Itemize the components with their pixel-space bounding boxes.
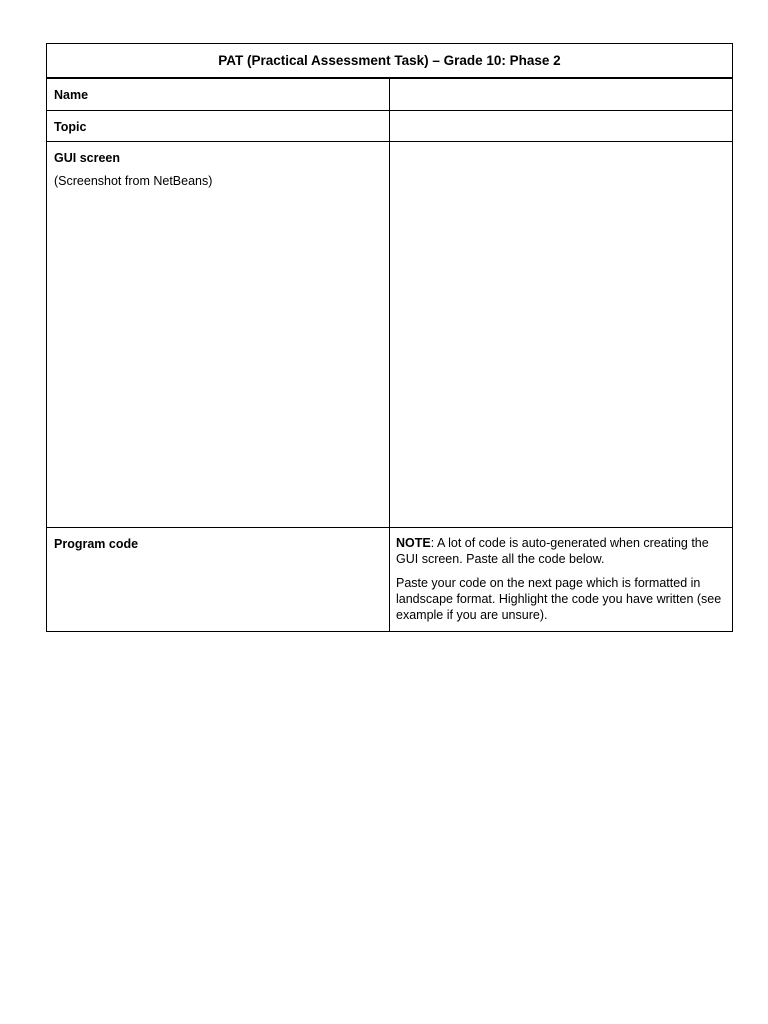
note-paragraph: [396, 535, 726, 567]
gui-screen-label: GUI screen: [54, 150, 121, 165]
note-text: : A lot of code is auto-generated when creating the GUI screen. Paste all the code below.: [396, 535, 709, 566]
name-label: Name: [47, 78, 390, 110]
gui-screen-label-cell: [47, 141, 390, 527]
title-row: [47, 44, 733, 79]
name-row: [47, 78, 733, 110]
topic-field[interactable]: [390, 110, 733, 141]
gui-screenshot-area[interactable]: [390, 141, 733, 527]
program-code-area[interactable]: [390, 527, 733, 631]
name-field[interactable]: [390, 78, 733, 110]
program-code-label: Program code: [47, 527, 390, 631]
note-prefix: NOTE: [396, 535, 431, 550]
topic-label: Topic: [47, 110, 390, 141]
topic-row: [47, 110, 733, 141]
program-code-row: [47, 527, 733, 631]
gui-screen-row: [47, 141, 733, 527]
gui-screen-sublabel: (Screenshot from NetBeans): [54, 173, 213, 188]
form-title: PAT (Practical Assessment Task) – Grade 10: Phase 2: [47, 44, 733, 79]
pat-form-table: [46, 43, 733, 632]
paste-instruction: Paste your code on the next page which is formatted in landscape format. Highlight the code you have written (see example if you are unsure).: [396, 575, 722, 622]
